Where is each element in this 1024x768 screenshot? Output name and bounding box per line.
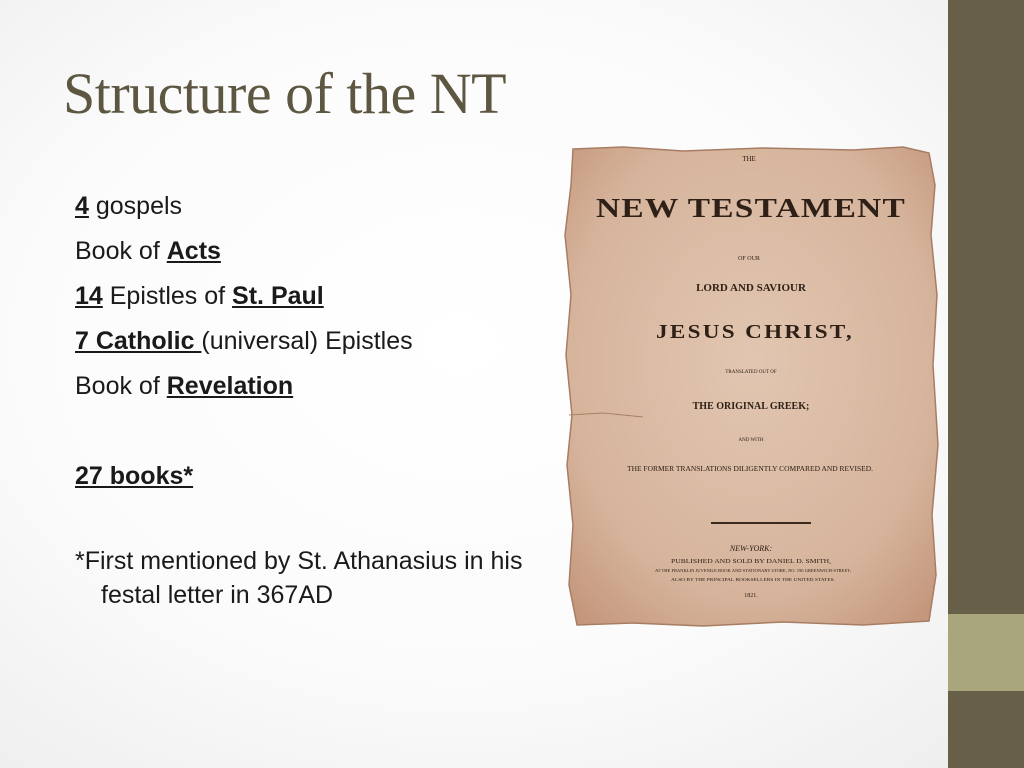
acts-name: Acts xyxy=(166,237,221,265)
page-of-our: OF OUR xyxy=(738,256,760,262)
paul-name: St. Paul xyxy=(232,282,324,310)
content-list xyxy=(75,184,595,612)
page-and-with: AND WITH xyxy=(738,438,764,443)
page-lord: LORD AND SAVIOUR xyxy=(696,282,806,294)
page-translated: TRANSLATED OUT OF xyxy=(725,370,777,375)
list-item-acts xyxy=(75,229,595,274)
page-name: JESUS CHRIST, xyxy=(656,321,854,343)
list-item-revelation xyxy=(75,364,595,409)
footnote-line-2: festal letter in 367AD xyxy=(101,581,334,609)
page-former: THE FORMER TRANSLATIONS DILIGENTLY COMPARED AND REVISED. xyxy=(627,465,874,473)
page-store-1: AT THE FRANKLIN JUVENILE BOOK AND STATIONARY STORE, NO. 190 GREENWICH-STREET; xyxy=(655,568,829,573)
page-publisher: PUBLISHED AND SOLD BY DANIEL D. SMITH, xyxy=(671,559,832,565)
list-item-catholic xyxy=(75,319,595,364)
list-item-pauline xyxy=(75,274,595,319)
total-books-text: 27 books* xyxy=(75,462,194,490)
footnote-line-1: *First mentioned by St. Athanasius in his xyxy=(75,547,523,575)
page-original: THE ORIGINAL GREEK; xyxy=(692,401,810,412)
acts-prefix: Book of xyxy=(75,237,167,265)
gospels-label: gospels xyxy=(88,192,183,220)
revelation-name: Revelation xyxy=(166,372,294,400)
pauline-label: Epistles of xyxy=(102,282,233,310)
page-heading: NEW TESTAMENT xyxy=(596,193,906,223)
spacer xyxy=(75,409,595,454)
page-the: THE xyxy=(742,155,756,163)
sidebar-accent-block xyxy=(948,614,1024,691)
new-testament-title-page-image xyxy=(563,145,941,629)
page-year: 1821. xyxy=(744,593,758,599)
catholic-count: 7 Catholic xyxy=(75,327,202,355)
pauline-count: 14 xyxy=(75,282,103,310)
total-books xyxy=(75,454,595,499)
gospels-count: 4 xyxy=(75,192,89,220)
page-city: NEW-YORK: xyxy=(729,544,773,553)
catholic-label: (universal) Epistles xyxy=(201,327,413,355)
footnote xyxy=(75,544,595,612)
page-store-2: ALSO BY THE PRINCIPAL BOOKSELLERS IN THE UNITED STATES. xyxy=(671,577,835,582)
slide-title: Structure of the NT xyxy=(63,61,507,126)
revelation-prefix: Book of xyxy=(75,372,167,400)
list-item-gospels xyxy=(75,184,595,229)
